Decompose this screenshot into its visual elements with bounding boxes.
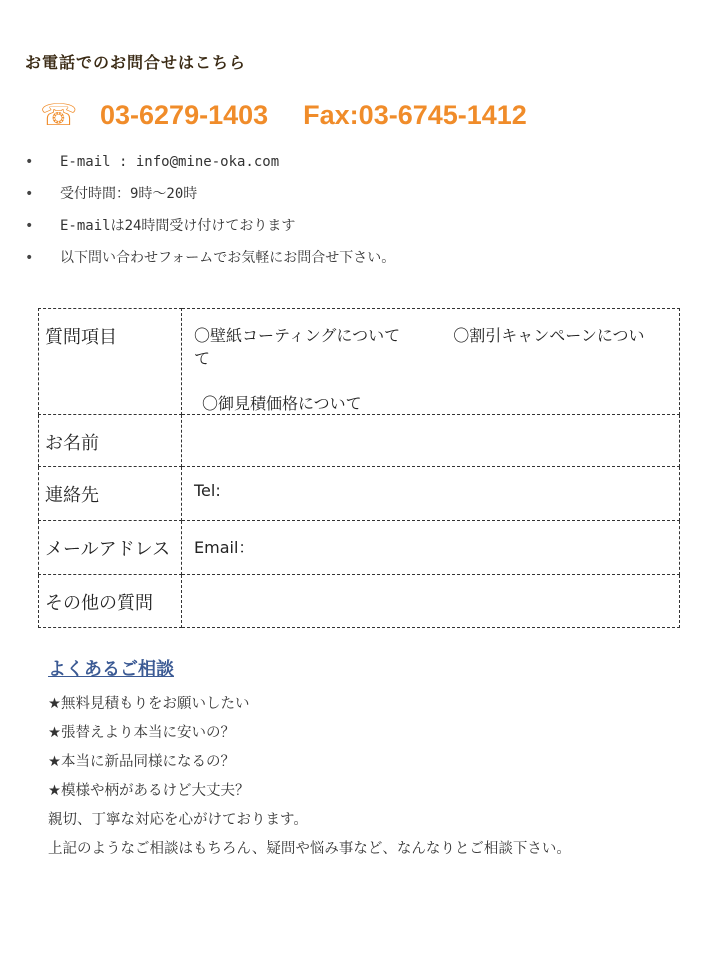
faq-list [48,690,571,864]
table-row [39,521,680,575]
table-row [39,309,680,415]
faq-item: ★無料見積もりをお願いしたい [48,696,250,712]
email-field[interactable]: Email： [182,521,680,575]
row-label-inquiry-type: 質問項目 [39,309,182,415]
tel-field[interactable]: Tel: [182,467,680,521]
faq-title: よくあるご相談 [48,659,174,680]
option-estimate[interactable]: 〇御見積価格について [202,394,362,413]
table-row [39,575,680,628]
faq-item: 親切、丁寧な対応を心がけております。 [48,812,308,828]
name-field[interactable] [182,415,680,467]
inquiry-form [38,308,680,628]
inquiry-options [182,309,680,415]
contact-numbers [40,100,527,131]
faq-item: ★本当に新品同様になるの？ [48,754,235,770]
info-list [25,150,395,278]
faq-item: ★張替えより本当に安いの？ [48,725,235,741]
list-item: • E-mail : info@mine-oka.com [25,150,395,182]
fax-number: Fax:03-6745-1412 [303,100,527,130]
tel-number[interactable]: 03-6279-1403 [100,100,269,130]
table-row [39,415,680,467]
bullet-icon: • [25,218,34,234]
row-label-name: お名前 [39,415,182,467]
row-label-email: メールアドレス [39,521,182,575]
list-item: • 受付時間：9時～20時 [25,182,395,214]
row-label-contact: 連絡先 [39,467,182,521]
option-coating[interactable]: 〇壁紙コーティングについて [194,326,401,345]
faq-item: ★模様や柄があるけど大丈夫？ [48,783,250,799]
option-campaign[interactable]: 〇割引キャンペーンについて [194,326,645,368]
faq-item: 上記のようなご相談はもちろん、疑問や悩み事など、なんなりとご相談下さい。 [48,841,571,857]
page-heading: お電話でのお問合せはこちら [25,53,247,72]
row-label-other-question: その他の質問 [39,575,182,628]
bullet-icon: • [25,186,34,202]
table-row [39,467,680,521]
bullet-icon: • [25,154,34,170]
other-question-field[interactable] [182,575,680,628]
bullet-icon: • [25,250,34,266]
list-item: • 以下問い合わせフォームでお気軽にお問合せ下さい。 [25,246,395,278]
list-item: • E-mailは24時間受け付けております [25,214,395,246]
phone-icon: ☏ [40,98,78,132]
